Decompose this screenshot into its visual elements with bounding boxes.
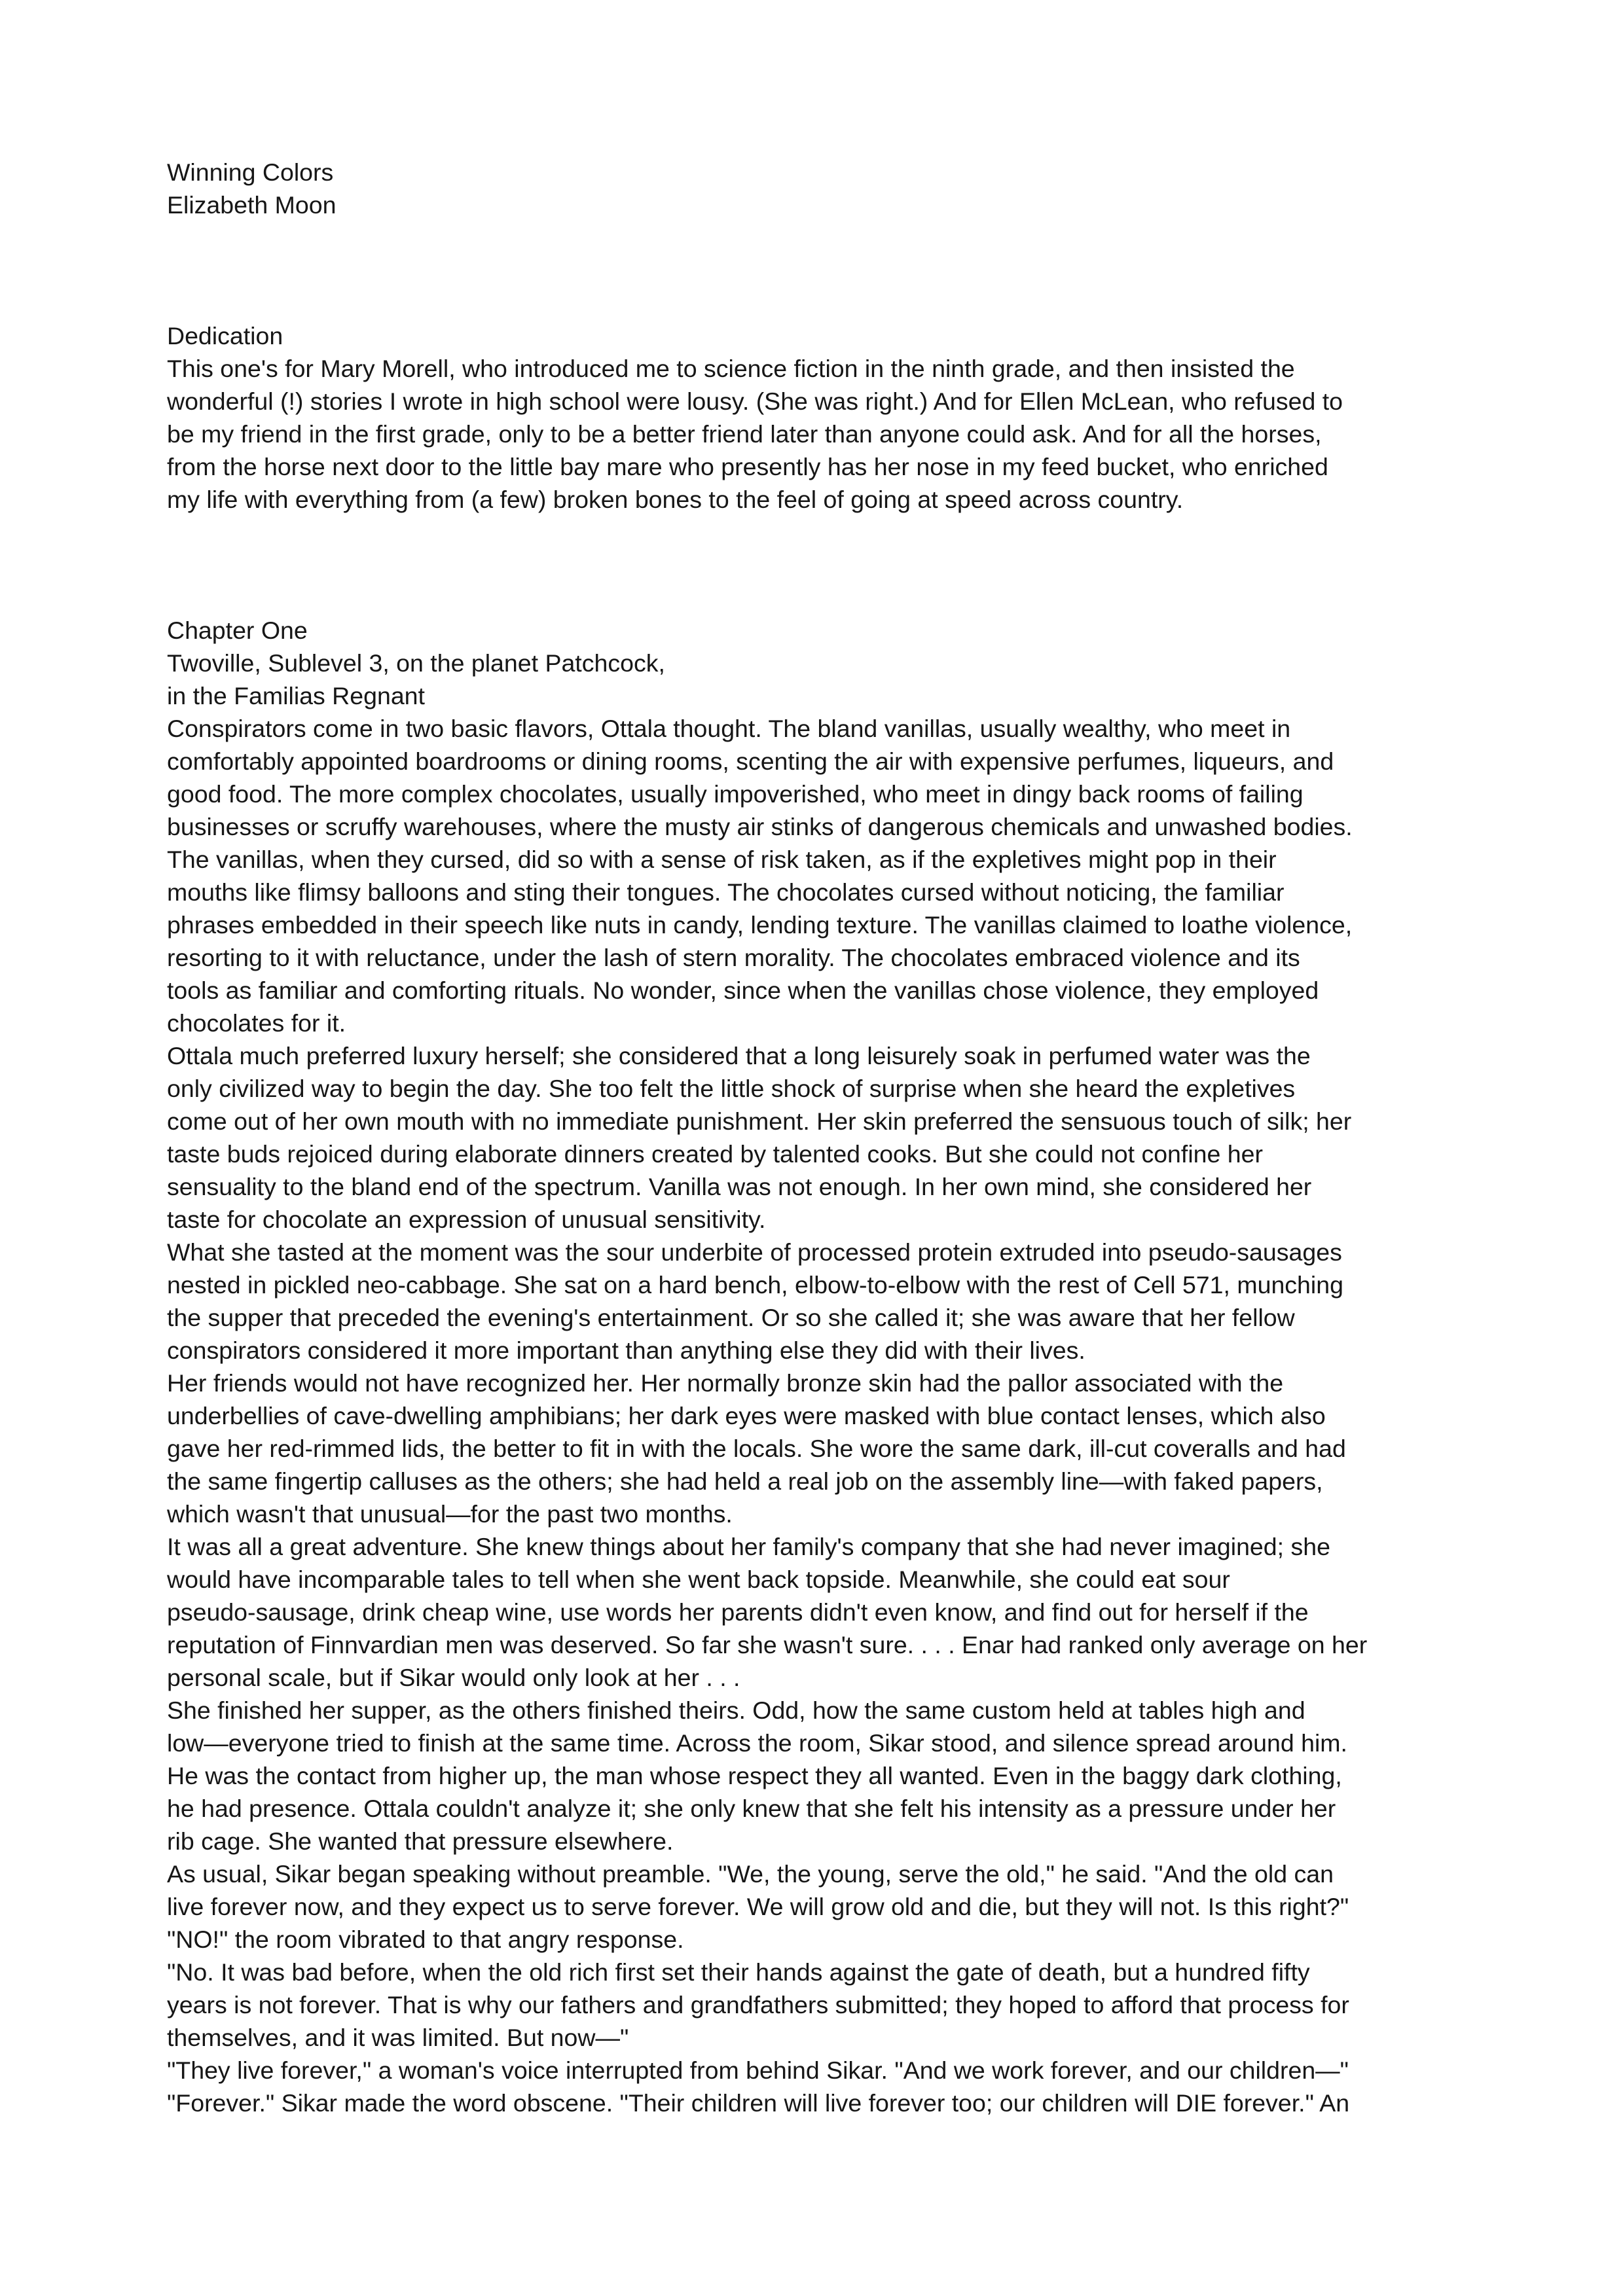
text-line: Her friends would not have recognized her. Her normally bronze skin had the pallor associated with the bbox=[167, 1369, 1284, 1397]
document-page bbox=[167, 156, 1496, 2119]
text-line: mouths like flimsy balloons and sting their tongues. The chocolates cursed without noticing, the familiar bbox=[167, 878, 1285, 906]
chapter-section bbox=[167, 614, 1496, 2119]
text-line: my life with everything from (a few) broken bones to the feel of going at speed across country. bbox=[167, 486, 1184, 513]
text-line: conspirators considered it more important than anything else they did with their lives. bbox=[167, 1336, 1085, 1364]
text-line: taste buds rejoiced during elaborate dinners created by talented cooks. But she could not confine her bbox=[167, 1140, 1263, 1168]
text-line: businesses or scruffy warehouses, where the musty air stinks of dangerous chemicals and unwashed bodies. bbox=[167, 813, 1353, 840]
spacer bbox=[167, 516, 1496, 614]
text-line: It was all a great adventure. She knew things about her family's company that she had never imagined; she bbox=[167, 1533, 1330, 1560]
book-author: Elizabeth Moon bbox=[167, 191, 337, 219]
text-line: Conspirators come in two basic flavors, Ottala thought. The bland vanillas, usually wealthy, who meet in bbox=[167, 715, 1291, 742]
text-line: comfortably appointed boardrooms or dining rooms, scenting the air with expensive perfumes, liqueurs, and bbox=[167, 747, 1334, 775]
text-line: phrases embedded in their speech like nuts in candy, lending texture. The vanillas claimed to loathe violence, bbox=[167, 911, 1353, 939]
chapter-heading: Chapter One bbox=[167, 617, 308, 644]
text-line: "They live forever," a woman's voice interrupted from behind Sikar. "And we work forever, and our children—" bbox=[167, 2056, 1349, 2084]
text-line: good food. The more complex chocolates, usually impoverished, who meet in dingy back rooms of failing bbox=[167, 780, 1304, 808]
text-line: wonderful (!) stories I wrote in high school were lousy. (She was right.) And for Ellen McLean, who refused to bbox=[167, 387, 1343, 415]
text-line: chocolates for it. bbox=[167, 1009, 346, 1037]
spacer bbox=[167, 221, 1496, 319]
text-line: from the horse next door to the little bay mare who presently has her nose in my feed bucket, who enriched bbox=[167, 453, 1328, 480]
book-title: Winning Colors bbox=[167, 158, 334, 186]
text-line: live forever now, and they expect us to serve forever. We will grow old and die, but they will not. Is this right?" bbox=[167, 1893, 1349, 1920]
dedication-text bbox=[167, 352, 1496, 516]
text-line: personal scale, but if Sikar would only look at her . . . bbox=[167, 1664, 740, 1691]
text-line: sensuality to the bland end of the spectrum. Vanilla was not enough. In her own mind, she considered her bbox=[167, 1173, 1312, 1200]
dedication-section bbox=[167, 319, 1496, 516]
text-line: themselves, and it was limited. But now—" bbox=[167, 2024, 629, 2051]
text-line: the supper that preceded the evening's entertainment. Or so she called it; she was aware that her fellow bbox=[167, 1304, 1295, 1331]
text-line: taste for chocolate an expression of unusual sensitivity. bbox=[167, 1206, 766, 1233]
text-line: would have incomparable tales to tell when she went back topside. Meanwhile, she could eat sour bbox=[167, 1566, 1230, 1593]
chapter-location: Twoville, Sublevel 3, on the planet Patchcock, bbox=[167, 649, 665, 677]
text-line: be my friend in the first grade, only to be a better friend later than anyone could ask. And for all the horses, bbox=[167, 420, 1322, 448]
dedication-heading: Dedication bbox=[167, 322, 283, 350]
text-line: What she tasted at the moment was the sour underbite of processed protein extruded into pseudo-sausages bbox=[167, 1238, 1342, 1266]
text-line: As usual, Sikar began speaking without preamble. "We, the young, serve the old," he said. "And the old can bbox=[167, 1860, 1334, 1888]
text-line: low—everyone tried to finish at the same time. Across the room, Sikar stood, and silence spread around him. bbox=[167, 1729, 1347, 1757]
text-line: nested in pickled neo-cabbage. She sat on a hard bench, elbow-to-elbow with the rest of Cell 571, munching bbox=[167, 1271, 1343, 1299]
text-line: gave her red-rimmed lids, the better to fit in with the locals. She wore the same dark, ill-cut coveralls and had bbox=[167, 1435, 1346, 1462]
text-line: years is not forever. That is why our fathers and grandfathers submitted; they hoped to afford that process for bbox=[167, 1991, 1349, 2018]
text-line: reputation of Finnvardian men was deserved. So far she wasn't sure. . . . Enar had ranked only average on her bbox=[167, 1631, 1368, 1659]
text-line: "NO!" the room vibrated to that angry response. bbox=[167, 1926, 684, 1953]
text-line: She finished her supper, as the others finished theirs. Odd, how the same custom held at tables high and bbox=[167, 1696, 1305, 1724]
text-line: underbellies of cave-dwelling amphibians; her dark eyes were masked with blue contact lenses, which also bbox=[167, 1402, 1326, 1429]
text-line: rib cage. She wanted that pressure elsewhere. bbox=[167, 1827, 674, 1855]
text-line: "No. It was bad before, when the old rich first set their hands against the gate of death, but a hundred fifty bbox=[167, 1958, 1310, 1986]
text-line: resorting to it with reluctance, under the lash of stern morality. The chocolates embraced violence and its bbox=[167, 944, 1300, 971]
text-line: come out of her own mouth with no immediate punishment. Her skin preferred the sensuous touch of silk; her bbox=[167, 1107, 1352, 1135]
text-line: he had presence. Ottala couldn't analyze it; she only knew that she felt his intensity as a pressure under her bbox=[167, 1795, 1336, 1822]
text-line: tools as familiar and comforting rituals. No wonder, since when the vanillas chose violence, they employed bbox=[167, 977, 1319, 1004]
text-line: "Forever." Sikar made the word obscene. "Their children will live forever too; our children will DIE forever." An bbox=[167, 2089, 1350, 2117]
text-line: only civilized way to begin the day. She too felt the little shock of surprise when she heard the expletives bbox=[167, 1075, 1296, 1102]
text-line: the same fingertip calluses as the others; she had held a real job on the assembly line—with faked papers, bbox=[167, 1467, 1323, 1495]
text-line: pseudo-sausage, drink cheap wine, use words her parents didn't even know, and find out for herself if the bbox=[167, 1598, 1309, 1626]
chapter-location: in the Familias Regnant bbox=[167, 682, 425, 709]
text-line: Ottala much preferred luxury herself; she considered that a long leisurely soak in perfumed water was the bbox=[167, 1042, 1311, 1069]
text-line: This one's for Mary Morell, who introduced me to science fiction in the ninth grade, and then insisted the bbox=[167, 355, 1295, 382]
text-line: The vanillas, when they cursed, did so with a sense of risk taken, as if the expletives might pop in their bbox=[167, 846, 1277, 873]
chapter-text bbox=[167, 712, 1496, 2119]
text-line: which wasn't that unusual—for the past two months. bbox=[167, 1500, 733, 1528]
text-line: He was the contact from higher up, the man whose respect they all wanted. Even in the baggy dark clothing, bbox=[167, 1762, 1342, 1789]
